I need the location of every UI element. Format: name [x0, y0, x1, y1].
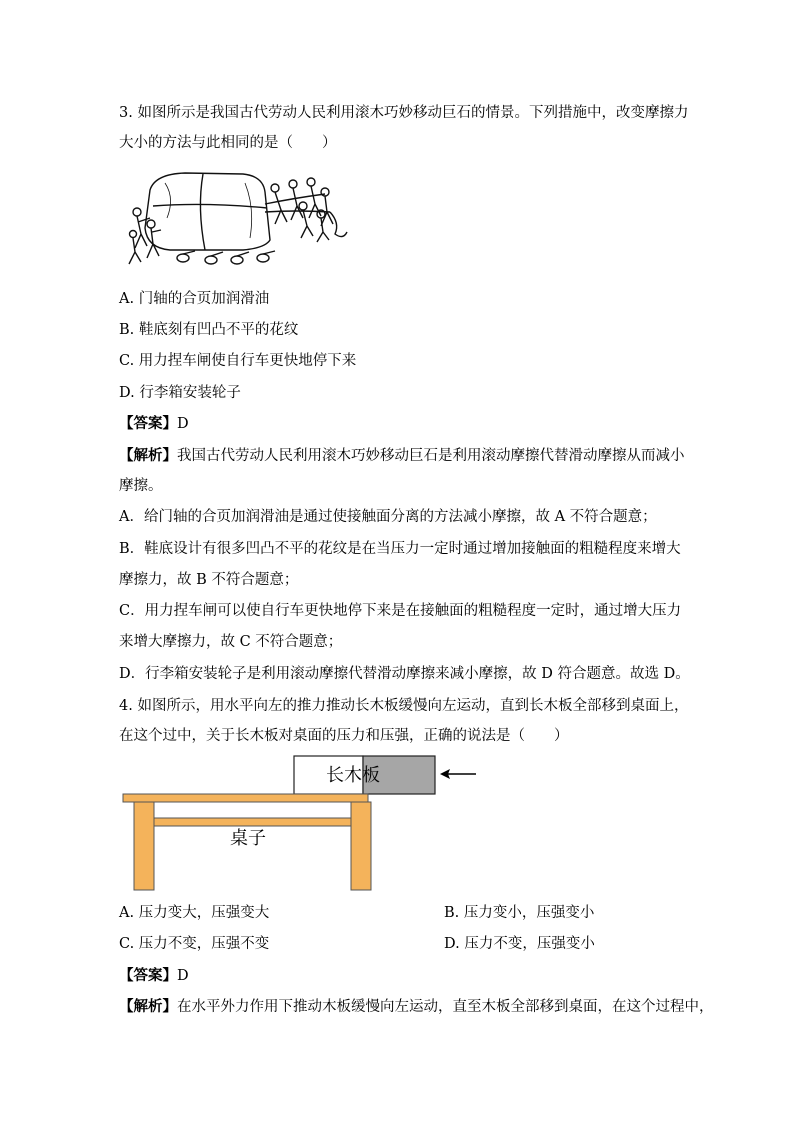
q3-option-a: A. 门轴的合页加润滑油 — [119, 291, 270, 307]
q4-analysis-line1 — [119, 997, 714, 1017]
q4-answer — [119, 966, 189, 986]
answer-tag: 【答案】 — [119, 967, 177, 984]
analysis-tag: 【解析】 — [119, 998, 177, 1015]
q3-option-c: C. 用力捏车闸使自行车更快地停下来 — [119, 353, 357, 369]
q3-analysis-d: D．行李箱安装轮子是利用滚动摩擦代替滑动摩擦来减小摩擦，故 D 符合题意。故选 D。 — [119, 666, 690, 682]
q3-analysis-b1: B．鞋底设计有很多凹凸不平的花纹是在当压力一定时通过增加接触面的粗糙程度来增大 — [119, 541, 681, 557]
analysis-text: 在水平外力作用下推动木板缓慢向左运动，直至木板全部移到桌面，在这个过程中， — [177, 999, 714, 1015]
q3-analysis-c1: C．用力捏车闸可以使自行车更快地停下来是在接触面的粗糙程度一定时，通过增大压力 — [119, 603, 682, 619]
board-label: 长木板 — [326, 765, 380, 786]
table-leg-right — [351, 802, 371, 890]
analysis-tag: 【解析】 — [119, 447, 177, 464]
table-crossbar — [154, 818, 351, 826]
q3-option-d: D. 行李箱安装轮子 — [119, 385, 241, 401]
answer-value: D — [177, 416, 189, 432]
answer-value: D — [177, 968, 189, 984]
tabletop — [123, 794, 368, 802]
q3-analysis-a: A．给门轴的合页加润滑油是通过使接触面分离的方法减小摩擦，故 A 不符合题意； — [119, 509, 657, 525]
analysis-text: 我国古代劳动人民利用滚木巧妙移动巨石是利用滚动摩擦代替滑动摩擦从而减小 — [177, 448, 685, 464]
table-label: 桌子 — [230, 828, 266, 849]
q4-option-d: D. 压力不变，压强变小 — [444, 936, 595, 952]
stone-moving-illustration — [125, 168, 350, 278]
answer-tag: 【答案】 — [119, 415, 177, 432]
q4-stem-line1: 4. 如图所示，用水平向左的推力推动长木板缓慢向左运动，直到长木板全部移到桌面上， — [119, 698, 689, 714]
q3-analysis-line2: 摩擦。 — [119, 478, 163, 494]
q4-option-c: C. 压力不变，压强不变 — [119, 936, 270, 952]
q3-stem-line2: 大小的方法与此相同的是（ ） — [119, 135, 337, 151]
q3-option-b: B. 鞋底刻有凹凸不平的花纹 — [119, 322, 299, 338]
q3-stem-line1: 3. 如图所示是我国古代劳动人民利用滚木巧妙移动巨石的情景。下列措施中，改变摩擦力 — [119, 105, 689, 121]
q3-analysis-line1 — [119, 446, 685, 466]
q4-option-b: B. 压力变小，压强变小 — [444, 905, 595, 921]
q3-answer — [119, 414, 189, 434]
table-board-figure — [118, 752, 488, 894]
q4-option-a: A. 压力变大，压强变大 — [119, 905, 270, 921]
q3-analysis-c2: 来增大摩擦力，故 C 不符合题意； — [119, 634, 343, 650]
q4-stem-line2: 在这个过中，关于长木板对桌面的压力和压强，正确的说法是（ ） — [119, 728, 569, 744]
q3-analysis-b2: 摩擦力，故 B 不符合题意； — [119, 572, 299, 588]
table-leg-left — [134, 802, 154, 890]
